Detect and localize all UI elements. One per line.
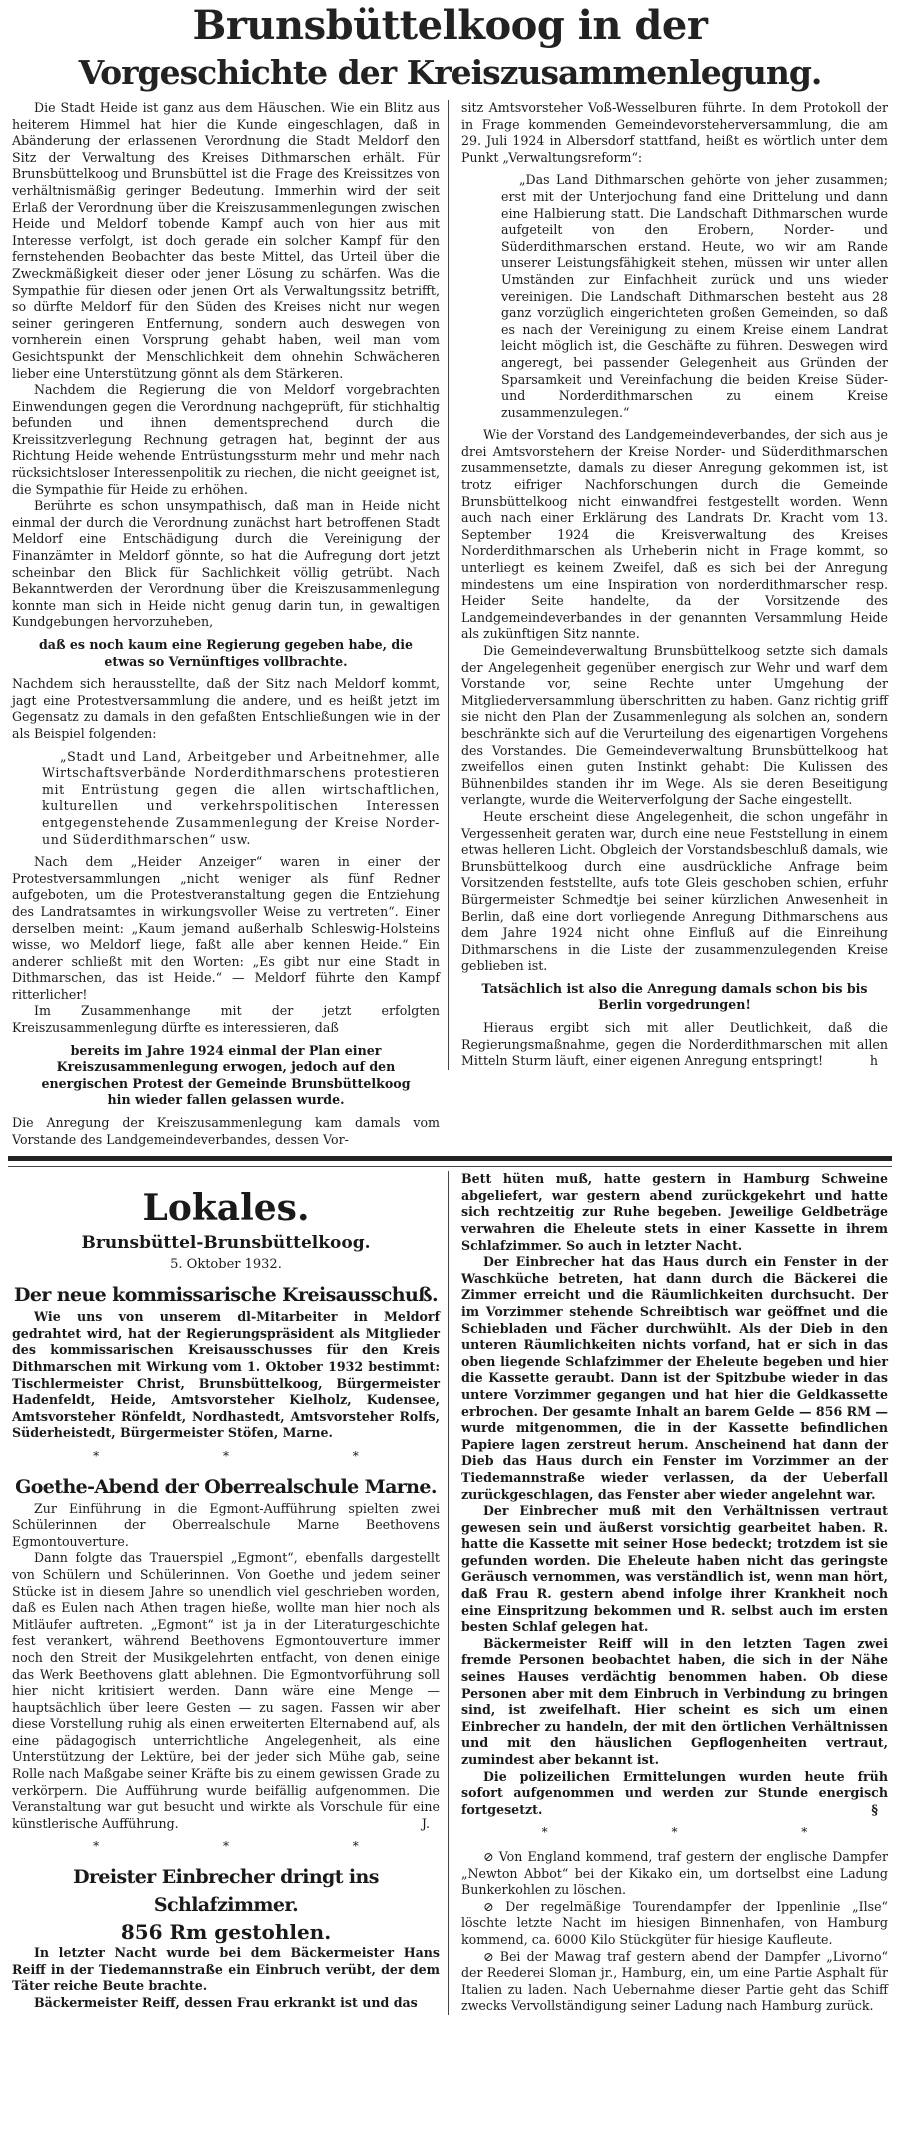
article-subtitle-einbruch: 856 Rm gestohlen. (120, 1920, 332, 1945)
shipping-news (461, 1849, 888, 2015)
paragraph (12, 100, 440, 382)
paragraph (12, 1995, 440, 2012)
paragraph-text: Nachdem die Regierung die von Meldorf vorgebrachten Einwendungen gegen die Verordnung nachgeprüft, für stichhaltig befunden und ihnen dementsprechend durch die Kreissitzverlegung Rechnung getragen hat, beginnt der aus Richtung Heide wehende Entrüstungssturm mehr und mehr nach rücksichtsloser Interessenpolitik zu riechen, die nicht geeignet ist, die Sympathie für Heide zu erhöhen. (12, 382, 440, 497)
paragraph-text: sitz Amtsvorsteher Voß-Wesselburen führte. In dem Protokoll der in Frage kommenden Gemeindevorsteherversammlung, die am 29. Juli 1924 in Albersdorf stattfand, heißt es wörtlich unter dem Punkt „Verwaltungsreform“: (461, 100, 888, 165)
article-column-right (448, 100, 888, 1070)
paragraph-text: ⊘ Bei der Mawag traf gestern abend der Dampfer „Livorno“ der Reederei Sloman jr., Hamburg, ein, um eine Partie Asphalt für Italien zu laden. Nach Uebernahme dieser Partie geht das Schiff zwecks Vervollständigung seiner Ladung nach Hamburg zurück. (461, 1948, 888, 2014)
lokales-columns (0, 1171, 900, 2015)
paragraph (12, 382, 440, 498)
paragraph (12, 1309, 440, 1442)
author-signature: § (871, 1801, 878, 1817)
article-body-kreisausschuss (12, 1309, 440, 1442)
paragraph-text: Im Zusammenhange mit der jetzt erfolgten Kreiszusammenlegung dürfte es interessieren, daß (12, 1003, 440, 1036)
paragraph-text: Die Anregung der Kreiszusammenlegung kam damals vom Vorstande des Landgemeindeverbandes, dessen Vor- (12, 1115, 440, 1147)
news-item (461, 1849, 888, 1899)
paragraph (12, 498, 440, 631)
paragraph-text: Die Gemeindeverwaltung Brunsbüttelkoog setzte sich damals der Angelegenheit gegenüber energisch zur Wehr und warf dem Vorstande vor, seine Rechte unter Umgehung der Mitgliederversammlung überschritten zu haben. Ganz richtig griff sie nicht den Plan der Zusammenlegung als solchen an, sondern beschränkte sich auf die Verurteilung des eigenartigen Vorgehens des Vorstandes. Die Gemeindeverwaltung Brunsbüttelkoog hat zweifellos einen guten Instinkt gehabt: Die Kulissen des Bühnenbildes standen ihr im Wege. Als sie deren Beseitigung verlangte, wurde die Weiterverfolgung der Sache eingestellt. (461, 643, 888, 808)
headline-line-1: Brunsbüttelkoog in der (192, 2, 708, 49)
paragraph-text: Dann folgte das Trauerspiel „Egmont“, ebenfalls dargestellt von Schülern und Schülerinnen. Von Goethe und jedem seiner Stücke ist in diesem Jahre so unendlich viel geschrieben worden, daß es Eulen nach Athen tragen hieße, wollte man hier noch als Mitläufer auftreten. „Egmont“ ist ja in der Literaturgeschichte fest verankert, während Beethovens Egmontouverture immer noch den Streit der Musikgelehrten entfacht, von denen einige das Werk Beethovens glatt ablehnen. Die Egmontvorführung soll hier nicht kritisiert werden. Dann wäre eine Menge — hauptsächlich über leere Gesten — zu sagen. Fassen wir aber diese Vorstellung ruhig als einen erweiterten Elternabend auf, als eine pädagogisch unterrichtliche Angelegenheit, als eine Unterstützung der Lektüre, bei der jeder sich Mühe gab, seine Rolle nach Maßgabe seiner Kräfte bis zu einem gewissen Grade zu verkörpern. Die Aufführung wurde beifällig aufgenommen. Die Veranstaltung war gut besucht und wirkte als Vorschule für eine künstlerische Aufführung. (12, 1550, 440, 1831)
paragraph-text: Der Einbrecher muß mit den Verhältnissen vertraut gewesen sein und äußerst vorsichtig gearbeitet haben. R. hatte die Kassette mit seiner Hose bedeckt; trotzdem ist sie gefunden worden. Die Eheleute haben nicht das geringste Geräusch vernommen, was verständlich ist, wenn man hört, daß Frau R. gestern abend infolge ihrer Krankheit noch eine Einspritzung bekommen und R. selbst auch im ersten besten Schlaf gelegen hat. (461, 1503, 888, 1635)
author-signature: h (869, 1053, 878, 1069)
paragraph (12, 1945, 440, 1995)
paragraph (461, 100, 888, 166)
section-divider-thick (8, 1156, 892, 1161)
paragraph (461, 1636, 888, 1769)
paragraph-text: Tatsächlich ist also die Anregung damals schon bis bis Berlin vorgedrungen! (481, 980, 868, 1013)
section-divider-thin (8, 1166, 892, 1167)
paragraph-text: Wie der Vorstand des Landgemeindeverbandes, der sich aus je drei Amtsvorstehern der Kreise Norder- und Süderdithmarschen zusammensetzte, damals zu dieser Anregung gekommen ist, ist trotz eifriger Nachforschungen durch die Gemeinde Brunsbüttelkoog nicht einwandfrei festgestellt worden. Wenn auch nach einer Erklärung des Landrats Dr. Kracht vom 13. September 1924 die Kreisverwaltung des Kreises Norderdithmarschen als Urheberin nicht in Frage kommt, so unterliegt es keinem Zweifel, daß es sich bei der Anregung mindestens um eine Inspiration von norderdithmarscher resp. Heider Seite handelte, da der Vorsitzende des Landgemeindeverbandes in der genannten Versammlung Heide als zukünftigen Sitz nannte. (461, 427, 888, 642)
paragraph-text: Hieraus ergibt sich mit aller Deutlichkeit, daß die Regierungsmaßnahme, gegen die Norderdithmarschen mit allen Mitteln Sturm läuft, einer eigenen Anregung entspringt! (461, 1020, 888, 1069)
paragraph (12, 1003, 440, 1036)
lokales-column-right (448, 1171, 888, 2015)
article-title-goethe: Goethe-Abend der Oberrealschule Marne. (15, 1475, 437, 1498)
paragraph-text: Berührte es schon unsympathisch, daß man in Heide nicht einmal der durch die Verordnung zunächst hart betroffenen Stadt Meldorf eine Entschädigung durch die Vereinigung der Finanzämter in Meldorf gönnte, so hat die Aufregung dort jetzt scheinbar den Blick für Sachlichkeit völlig getrübt. Nach Bekanntwerden der Verordnung über die Kreiszusammenlegung konnte man sich in Heide nicht genug darin tun, in gewaltigen Kundgebungen hervorzuheben, (12, 498, 440, 630)
headline-line-2: Vorgeschichte der Kreiszusammenlegung. (78, 53, 822, 92)
section-title-lokales: Lokales. (142, 1187, 310, 1230)
paragraph (12, 854, 440, 1003)
paragraph-text: In letzter Nacht wurde bei dem Bäckermeister Hans Reiff in der Tiedemannstraße ein Einbruch verübt, der dem Täter reiche Beute brachte. (12, 1945, 440, 1994)
paragraph-text: Der Einbrecher hat das Haus durch ein Fenster in der Waschküche betreten, hat dann durch die Bäckerei die Zimmer erreicht und die Räumlichkeiten durchsucht. Der im Vorzimmer stehende Schreibtisch war geöffnet und die Schiebladen und Fächer durchwühlt. Als der Dieb in den unteren Räumlichkeiten nichts vorfand, hat er sich in das oben liegende Schlafzimmer der Eheleute begeben und hier die Kassette geraubt. Dann ist der Spitzbube wieder in das untere Vorzimmer gegangen und hat hier die Geldkassette erbrochen. Der gesamte Inhalt an barem Gelde — 856 RM — wurde mitgenommen, die in der Kassette befindlichen Papiere lagen zerstreut herum. Anscheinend hat dann der Dieb das Haus durch ein Fenster im Vorzimmer an der Tiedemannstraße wieder verlassen, da der Ueberfall zurückgeschlagen, das Fenster aber wieder angelehnt war. (461, 1254, 888, 1502)
paragraph-text: Die Stadt Heide ist ganz aus dem Häuschen. Wie ein Blitz aus heiterem Himmel hat hier die Kunde eingeschlagen, daß in Abänderung der erlassenen Verordnung die Stadt Meldorf den Sitz der Verwaltung des Kreises Dithmarschen erhält. Für Brunsbüttelkoog und Brunsbüttel ist die Frage des Kreissitzes von verhältnismäßig geringer Bedeutung. Immerhin wird der seit Erlaß der Verordnung über die Kreiszusammenlegungen zwischen Heide und Meldorf tobende Kampf auch von hier aus mit Interesse verfolgt, ist doch gerade ein solcher Kampf für den fernstehenden Beobachter das beste Mittel, das Urteil über die Zweckmäßigkeit dieser oder jener Lösung zu schärfen. Was die Sympathie für diesen oder jenen Ort als Verwaltungssitz betrifft, so dürfte Meldorf für den Süden des Kreises nicht nur wegen seiner geringeren Entfernung, sondern auch deswegen von vornherein einen Vorsprung gehabt haben, weil man vom Gesichtspunkt der Menschlichkeit dem ohnehin Schwächeren lieber eine Unterstützung gönnt als dem Stärkeren. (12, 100, 440, 381)
news-item (461, 1949, 888, 2015)
paragraph-text: ⊘ Von England kommend, traf gestern der englische Dampfer „Newton Abbot“ bei der Kikako ein, um dortselbst eine Ladung Bunkerkohlen zu löschen. (461, 1848, 888, 1898)
emphasized-paragraph (30, 1043, 422, 1109)
paragraph-text: Wie uns von unserem dl-Mitarbeiter in Meldorf gedrahtet wird, hat der Regierungspräsident als Mitglieder des kommissarischen Kreisausschusses für den Kreis Dithmarschen mit Wirkung vom 1. Oktober 1932 bestimmt: Tischlermeister Christ, Brunsbüttelkoog, Bürgermeister Hadenfeldt, Heide, Amtsvorsteher Kielholz, Kudensee, Amtsvorsteher Rönfeldt, Nordhastedt, Amtsvorsteher Rolfs, Süderheistedt, Bürgermeister Stöfen, Marne. (12, 1309, 440, 1441)
paragraph (12, 1501, 440, 1551)
paragraph (461, 427, 888, 643)
paragraph-text: Nach dem „Heider Anzeiger“ waren in einer der Protestversammlungen „nicht weniger als fünf Redner aufgeboten, um die Protestveranstaltung gegen die Entziehung des Landratsamtes in wirkungsvoller Weise zu vertreten“. Einer derselben meint: „Kaum jemand außerhalb Schleswig-Holsteins wisse, wo Meldorf liege, faßt alle aber kennen Heide.“ Ein anderer schließt mit den Worten: „Es gibt nur eine Stadt in Dithmarschen, das ist Heide.“ — Meldorf führte den Kampf ritterlicher! (12, 854, 440, 1002)
author-signature: J. (421, 1815, 430, 1831)
paragraph (12, 1550, 440, 1832)
paragraph (461, 1769, 888, 1819)
paragraph-text: Heute erscheint diese Angelegenheit, die schon ungefähr in Vergessenheit geraten war, durch eine neue Feststellung in einem etwas helleren Licht. Obgleich der Vorstandsbeschluß damals, wie Brunsbüttelkoog durch eine ausdrückliche Anfrage beim Vorsitzenden feststellte, aufs tote Gleis geschoben schien, erfuhr Bürgermeister Schmedtje bei seiner kürzlichen Anwesenheit in Berlin, daß eine dort vorliegende Anregung Dithmarschens aus dem Jahre 1924 nicht ohne Einfluß auf die Einreihung Dithmarschens in die Liste der zusammenzulegenden Kreise geblieben ist. (461, 808, 888, 974)
paragraph-text: bereits im Jahre 1924 einmal der Plan einer Kreiszusammenlegung erwogen, jedoch auf den energischen Protest der Gemeinde Brunsbüttelkoog hin wieder fallen gelassen wurde. (41, 1042, 411, 1108)
quoted-paragraph (42, 749, 440, 849)
paragraph (461, 1171, 888, 1254)
paragraph-text: Zur Einführung in die Egmont-Aufführung spielten zwei Schülerinnen der Oberrealschule Marne Beethovens Egmontouverture. (12, 1500, 440, 1549)
paragraph (461, 1254, 888, 1503)
paragraph (12, 1115, 440, 1148)
separator-stars: * * * (541, 1825, 868, 1840)
paragraph (461, 1020, 888, 1070)
article-columns (0, 100, 900, 1148)
paragraph (461, 643, 888, 809)
paragraph-text: Die polizeilichen Ermittelungen wurden heute früh sofort aufgenommen und werden zur Stunde energisch fortgesetzt. (461, 1768, 888, 1817)
separator-stars: * * * (93, 1839, 419, 1854)
article-body-goethe (12, 1501, 440, 1833)
emphasized-paragraph (479, 981, 870, 1014)
news-item (461, 1899, 888, 1949)
paragraph (12, 676, 440, 742)
section-place: Brunsbüttel-Brunsbüttelkoog. (81, 1233, 371, 1254)
paragraph-text: Bäckermeister Reiff, dessen Frau erkrankt ist und das (34, 1994, 418, 2010)
article-title-einbruch: Dreister Einbrecher dringt ins Schlafzimmer. (73, 1866, 379, 1917)
article-title-kreisausschuss: Der neue kommissarische Kreisausschuß. (13, 1284, 439, 1307)
lokales-column-left (12, 1171, 448, 2011)
quoted-paragraph (501, 172, 888, 421)
emphasized-paragraph (30, 637, 422, 670)
paragraph-text: „Das Land Dithmarschen gehörte von jeher zusammen; erst mit der Unterjochung fand eine Drittelung und dann eine Halbierung statt. Die Landschaft Dithmarschen wurde aufgeteilt von den Erobern, Norder- und Süderdithmarschen erstand. Heute, wo wir am Rande unserer Leistungsfähigkeit stehen, müssen wir unter allen Umständen zur Einfachheit zurück und uns wieder vereinigen. Die Landschaft Dithmarschen besteht aus 28 ganz vorzüglich eingerichteten großen Gemeinden, so daß es nach der Vereinigung zu einem Kreise einem Landrat leicht möglich ist, die Geschäfte zu führen. Deswegen wird angeregt, bei passender Gelegenheit aus Gründen der Sparsamkeit und Vereinfachung die beiden Kreise Süder- und Norderdithmarschen zu einem Kreise zusammenzulegen.“ (501, 172, 888, 420)
article-body-einbruch (12, 1945, 440, 2011)
separator-stars: * * * (93, 1448, 419, 1463)
paragraph (461, 809, 888, 975)
paragraph-text: Nachdem sich herausstellte, daß der Sitz nach Meldorf kommt, jagt eine Protestversammlung die andere, und es heißt jetzt im Gegensatz zu damals in den gefaßten Entschließungen wie in der als Beispiel folgenden: (12, 676, 440, 741)
paragraph-text: Bäckermeister Reiff will in den letzten Tagen zwei fremde Personen beobachtet haben, die sich in der Nähe seines Hauses verdächtig benommen haben. Ob diese Personen aber mit dem Einbruch in Verbindung zu bringen sind, ist zweifelhaft. Hier scheint es sich um einen Einbrecher zu handeln, der mit den örtlichen Verhältnissen und mit den häuslichen Gepflogenheiten vertraut, zumindest aber bekannt ist. (461, 1635, 888, 1767)
paragraph (461, 1503, 888, 1636)
article-body-einbruch-continued (461, 1171, 888, 1818)
paragraph-text: ⊘ Der regelmäßige Tourendampfer der Ippenlinie „Ilse“ löschte letzte Nacht im hiesigen Binnenhafen, von Hamburg kommend, ca. 6000 Kilo Stückgüter für hiesige Kaufleute. (461, 1898, 888, 1947)
article-column-left (12, 100, 448, 1148)
paragraph-text: Bett hüten muß, hatte gestern in Hamburg Schweine abgeliefert, war gestern abend zurückgekehrt und hatte sich rechtzeitig zur Ruhe begeben. Jeweilige Geldbeträge verwahren die Eheleute stets in einer Kassette in ihrem Schlafzimmer. So auch in letzter Nacht. (461, 1171, 888, 1253)
section-date: 5. Oktober 1932. (170, 1257, 282, 1273)
paragraph-text: „Stadt und Land, Arbeitgeber und Arbeitnehmer, alle Wirtschaftsverbände Norderdithmarschens protestieren mit Entrüstung gegen die allen wirtschaftlichen, kulturellen und verkehrspolitischen Interessen entgegenstehende Zusammenlegung der Kreise Norder- und Süderdithmarschen“ usw. (42, 748, 440, 847)
paragraph-text: daß es noch kaum eine Regierung gegeben habe, die etwas so Vernünftiges vollbrachte. (39, 637, 413, 669)
